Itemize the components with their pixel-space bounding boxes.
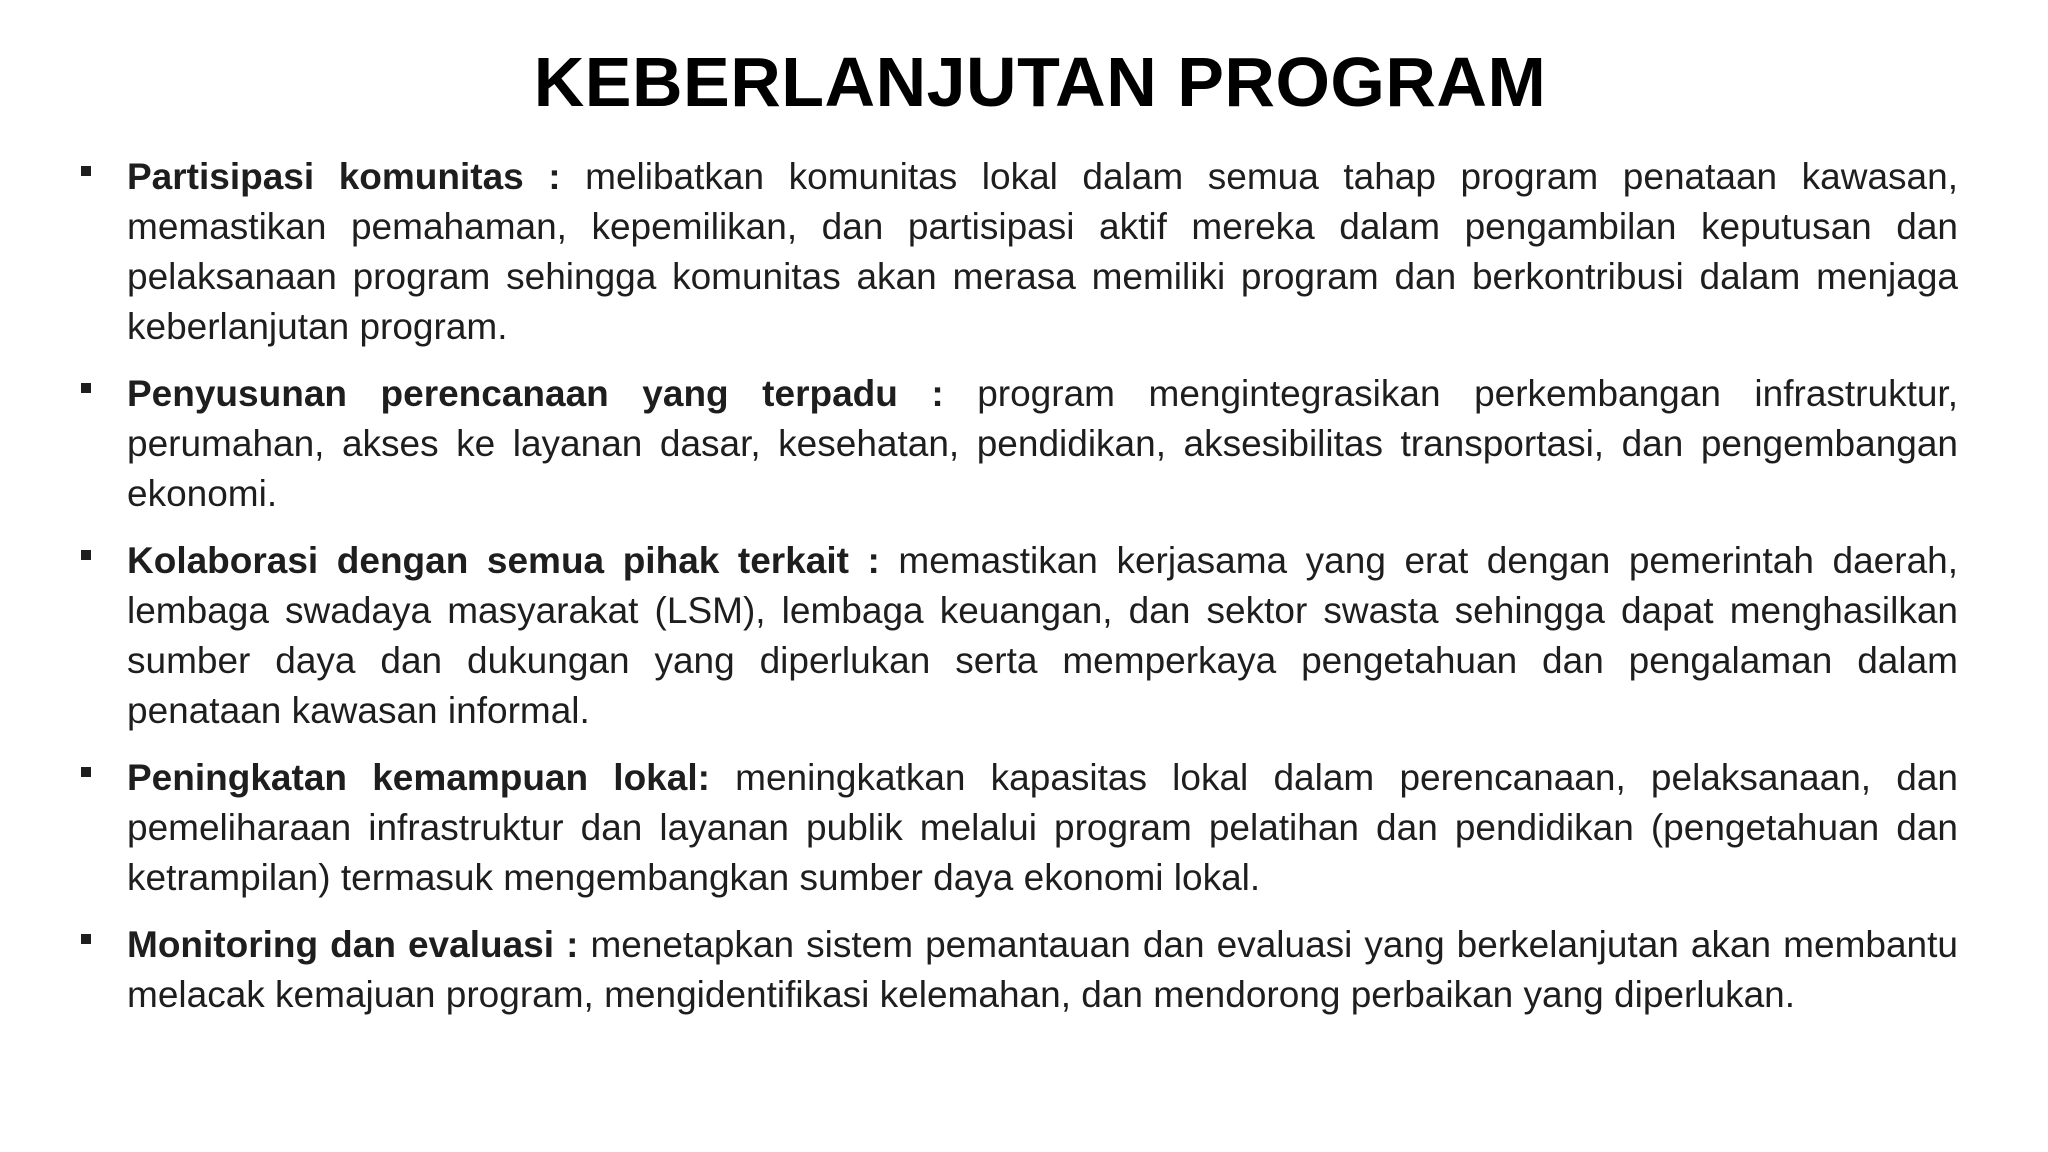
slide-title: KEBERLANJUTAN PROGRAM — [533, 43, 1547, 121]
bullet-item-penyusunan-perencanaan — [78, 369, 1958, 519]
bullet-term: Monitoring dan evaluasi : — [127, 924, 591, 965]
bullet-item-peningkatan-kemampuan — [78, 753, 1958, 903]
bullet-text: menetapkan sistem pemantauan dan evaluasi yang berkelanjutan akan membantu melacak kemajuan program, mengidentifikasi kelemahan, dan mendorong perbaikan yang diperlukan. — [127, 924, 1958, 1015]
bullet-term: Kolaborasi dengan semua pihak terkait : — [127, 540, 899, 581]
bullet-list — [78, 152, 1958, 1037]
bullet-text: meningkatkan kapasitas lokal dalam perencanaan, pelaksanaan, dan pemeliharaan infrastruktur dan layanan publik melalui program pelatihan dan pendidikan (pengetahuan dan ketrampilan) termasuk mengembangkan sumber daya ekonomi lokal. — [127, 757, 1958, 898]
bullet-term: Partisipasi komunitas : — [127, 156, 586, 197]
bullet-text: melibatkan komunitas lokal dalam semua tahap program penataan kawasan, memastikan pemahaman, kepemilikan, dan partisipasi aktif mereka dalam pengambilan keputusan dan pelaksanaan program sehingga komunitas akan merasa memiliki program dan berkontribusi dalam menjaga keberlanjutan program. — [127, 156, 1958, 347]
bullet-text: program mengintegrasikan perkembangan infrastruktur, perumahan, akses ke layanan dasar, kesehatan, pendidikan, aksesibilitas transportasi, dan pengembangan ekonomi. — [127, 373, 1958, 514]
square-bullet-icon — [81, 383, 91, 393]
bullet-item-partisipasi-komunitas — [78, 152, 1958, 352]
bullet-term: Peningkatan kemampuan lokal: — [127, 757, 736, 798]
square-bullet-icon — [81, 550, 91, 560]
bullet-term: Penyusunan perencanaan yang terpadu : — [127, 373, 978, 414]
square-bullet-icon — [81, 767, 91, 777]
square-bullet-icon — [81, 934, 91, 944]
bullet-text: memastikan kerjasama yang erat dengan pemerintah daerah, lembaga swadaya masyarakat (LSM), lembaga keuangan, dan sektor swasta sehingga dapat menghasilkan sumber daya dan dukungan yang diperlukan serta memperkaya pengetahuan dan pengalaman dalam penataan kawasan informal. — [127, 540, 1958, 731]
square-bullet-icon — [81, 166, 91, 176]
bullet-item-kolaborasi — [78, 536, 1958, 736]
bullet-item-monitoring-evaluasi — [78, 920, 1958, 1020]
